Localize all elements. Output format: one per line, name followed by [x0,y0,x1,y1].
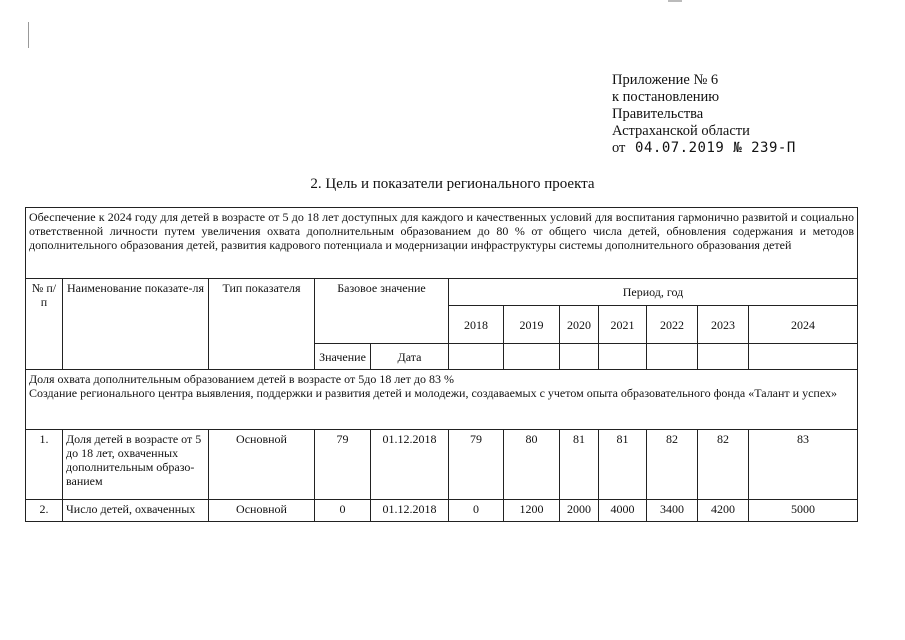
goal-text: Обеспечение к 2024 году для детей в возрасте от 5 до 18 лет доступных для каждого и качественных условий для воспитания гармонично развитой и социально ответственной личности путем увеличения охвата дополнительным образованием до 80 % от общего числа детей, обновления содержания и методов дополнительного образования детей, развития кадрового потенциала и модернизации инфраструктуры системы дополнительного образования детей [26,208,858,279]
section-title: 2. Цель и показатели регионального проекта [310,176,595,192]
year-header: 2021 [599,306,647,344]
row-year-value: 3400 [647,500,698,522]
row-year-value: 5000 [749,500,858,522]
appendix-government: Правительства [612,106,704,122]
year-header: 2024 [749,306,858,344]
row-year-value: 83 [749,430,858,500]
row-year-value: 82 [698,430,749,500]
goal-row [26,208,858,279]
row-indicator-type: Основной [209,430,315,500]
table-row [26,500,858,522]
empty-cell [599,344,647,370]
year-header: 2019 [504,306,560,344]
scan-artifact-line [28,22,29,48]
empty-cell [647,344,698,370]
empty-cell [560,344,599,370]
row-num: 2. [26,500,63,522]
subgoal-row [26,370,858,430]
row-base-date: 01.12.2018 [371,430,449,500]
appendix-from-label: от [612,140,626,156]
row-year-value: 4200 [698,500,749,522]
row-base-date: 01.12.2018 [371,500,449,522]
year-header: 2022 [647,306,698,344]
col-header-period: Период, год [449,279,858,306]
row-num: 1. [26,430,63,500]
appendix-date-stamp: 04.07.2019 № 239-П [635,140,796,156]
subgoal-line-1: Доля охвата дополнительным образованием детей в возрасте от 5до 18 лет до 83 % [29,372,454,386]
col-header-base: Базовое значение [315,279,449,344]
header-row-1 [26,279,858,306]
row-indicator-name: Доля детей в возрасте от 5 до 18 лет, охваченных дополнительным образо-ванием [63,430,209,500]
appendix-number: Приложение № 6 [612,72,719,88]
indicators-table [25,207,858,522]
col-header-value: Значение [315,344,371,370]
empty-cell [698,344,749,370]
col-header-num: № п/п [26,279,63,370]
empty-cell [449,344,504,370]
row-indicator-type: Основной [209,500,315,522]
scan-artifact-mark [668,0,682,2]
appendix-header [612,72,796,157]
row-year-value: 81 [560,430,599,500]
row-year-value: 79 [449,430,504,500]
appendix-resolution: к постановлению [612,89,720,105]
row-year-value: 82 [647,430,698,500]
table-row [26,430,858,500]
row-year-value: 81 [599,430,647,500]
subgoal-line-2: Создание регионального центра выявления, поддержки и развития детей и молодежи, создаваемых с учетом опыта образовательного фонда «Талант и успех» [29,386,838,400]
year-header: 2018 [449,306,504,344]
appendix-date-line [612,140,796,157]
empty-cell [749,344,858,370]
row-base-value: 79 [315,430,371,500]
row-indicator-name: Число детей, охваченных [63,500,209,522]
row-year-value: 4000 [599,500,647,522]
row-year-value: 80 [504,430,560,500]
year-header: 2023 [698,306,749,344]
row-year-value: 2000 [560,500,599,522]
col-header-date: Дата [371,344,449,370]
row-base-value: 0 [315,500,371,522]
subgoal-cell [26,370,858,430]
appendix-region: Астраханской области [612,123,750,139]
col-header-name: Наименование показате-ля [63,279,209,370]
col-header-type: Тип показателя [209,279,315,370]
row-year-value: 1200 [504,500,560,522]
row-year-value: 0 [449,500,504,522]
year-header: 2020 [560,306,599,344]
empty-cell [504,344,560,370]
